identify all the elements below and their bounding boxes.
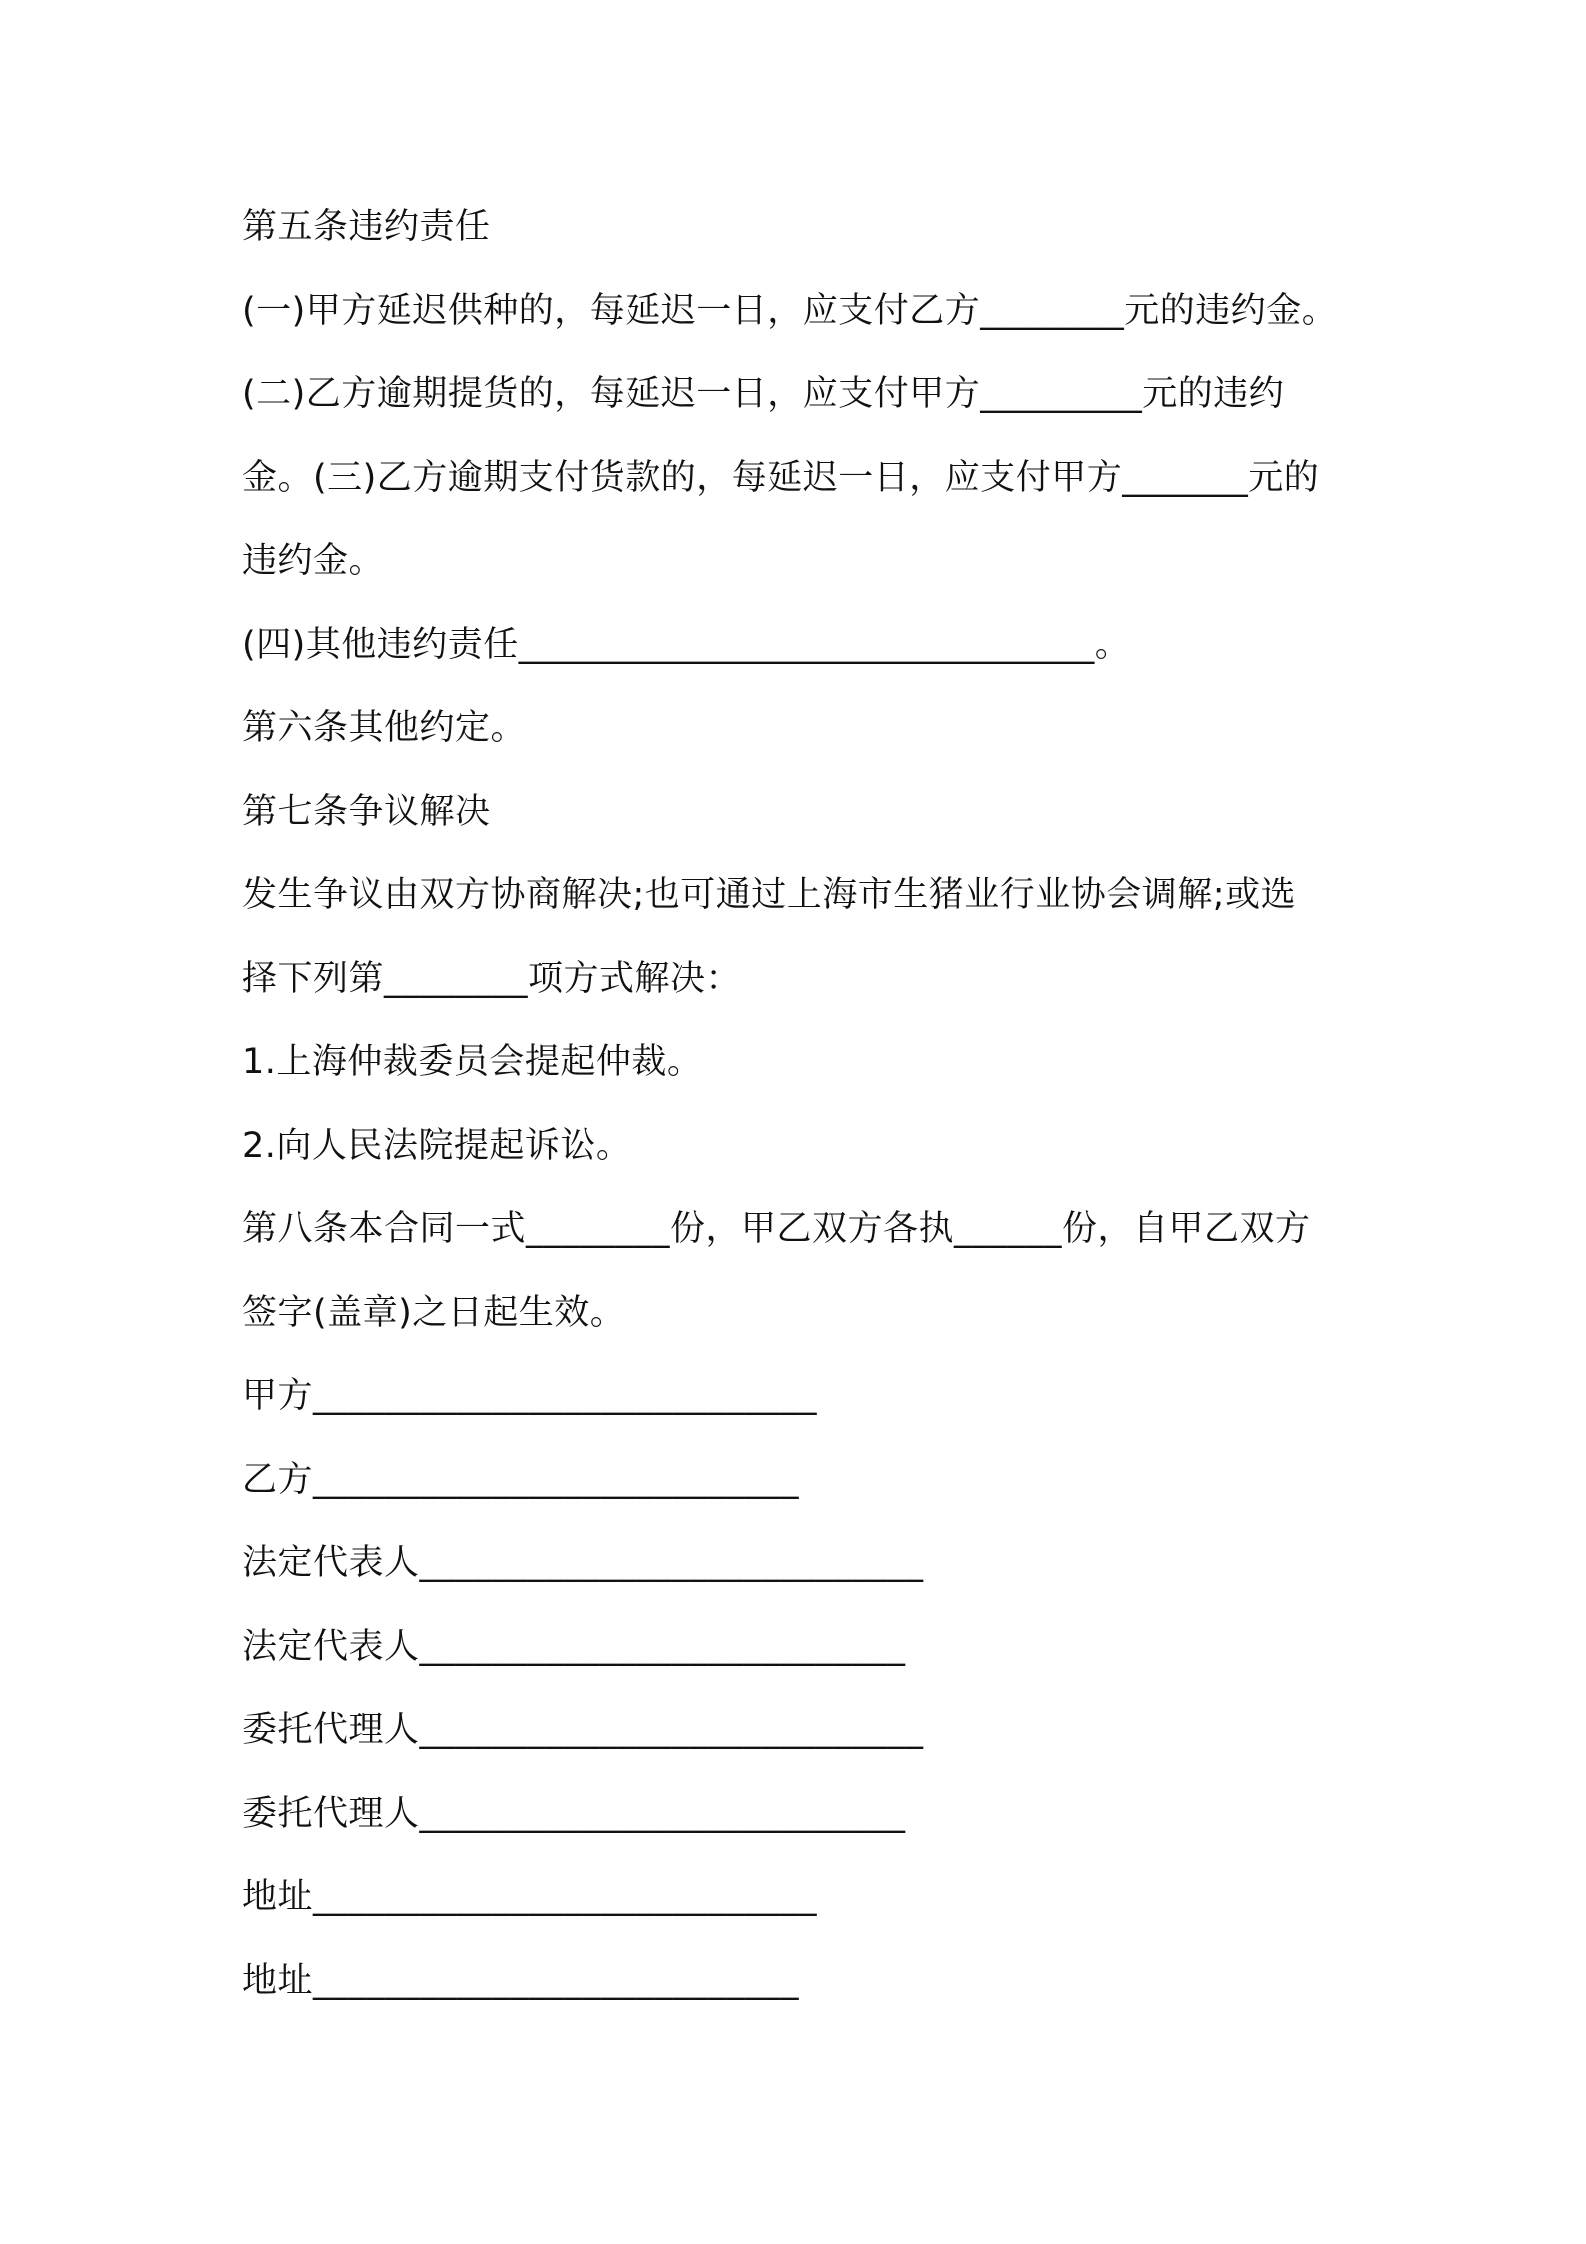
clause-5-2: (二)乙方逾期提货的，每延迟一日，应支付甲方_________元的违约 xyxy=(242,374,1285,414)
legal-representative-b-line: 法定代表人___________________________ xyxy=(242,1627,906,1667)
article-7-heading: 第七条争议解决 xyxy=(242,792,491,832)
authorized-agent-a-line: 委托代理人____________________________ xyxy=(242,1710,924,1750)
article-7-text-continued: 择下列第________项方式解决： xyxy=(242,959,742,999)
clause-5-2-3-continued: 金。(三)乙方逾期支付货款的，每延迟一日，应支付甲方_______元的 xyxy=(242,458,1320,498)
article-7-text: 发生争议由双方协商解决;也可通过上海市生猪业行业协会调解;或选 xyxy=(242,875,1297,915)
option-1: 1.上海仲裁委员会提起仲裁。 xyxy=(242,1042,703,1082)
article-5-heading: 第五条违约责任 xyxy=(242,207,491,247)
article-8-text-continued: 签字(盖章)之日起生效。 xyxy=(242,1293,626,1333)
clause-5-1: (一)甲方延迟供种的，每延迟一日，应支付乙方________元的违约金。 xyxy=(242,291,1338,331)
article-8-text: 第八条本合同一式________份，甲乙双方各执______份，自甲乙双方 xyxy=(242,1209,1311,1249)
clause-5-3-continued: 违约金。 xyxy=(242,541,385,581)
option-2: 2.向人民法院提起诉讼。 xyxy=(242,1126,632,1166)
legal-representative-a-line: 法定代表人____________________________ xyxy=(242,1543,924,1583)
authorized-agent-b-line: 委托代理人___________________________ xyxy=(242,1794,906,1834)
party-b-signature-line: 乙方___________________________ xyxy=(242,1460,800,1500)
address-b-line: 地址___________________________ xyxy=(242,1961,800,2001)
clause-5-4: (四)其他违约责任________________________________。 xyxy=(242,625,1131,665)
party-a-signature-line: 甲方____________________________ xyxy=(242,1376,818,1416)
address-a-line: 地址____________________________ xyxy=(242,1877,818,1917)
article-6-heading: 第六条其他约定。 xyxy=(242,708,527,748)
